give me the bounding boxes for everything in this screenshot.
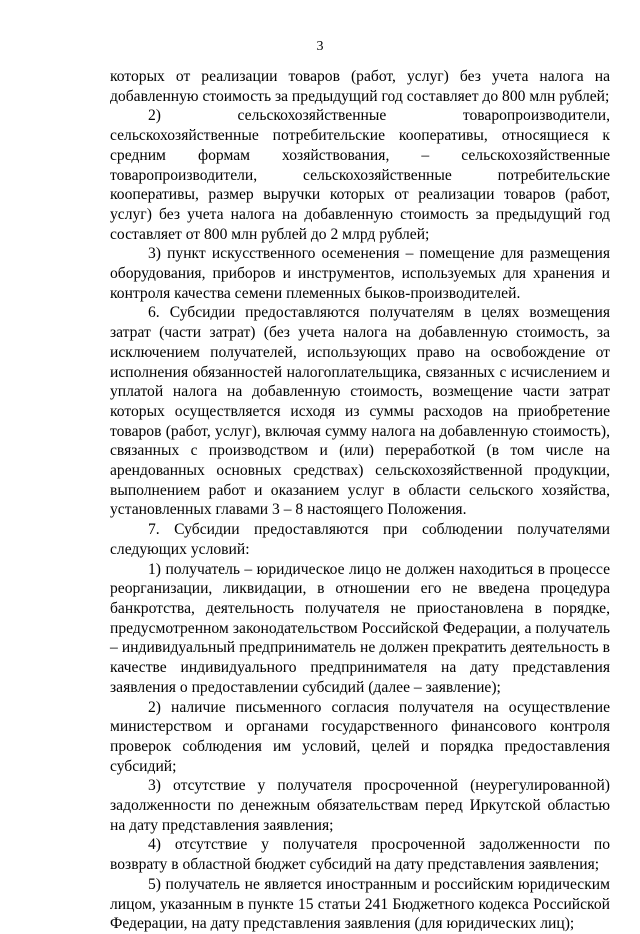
paragraph-continuation: которых от реализации товаров (работ, услуг) без учета налога на добавленную стоимость за предыдущий год составляет до 800 млн рублей; [110, 68, 610, 105]
paragraph-item-3: 3) пункт искусственного осеменения – помещение для размещения оборудования, приборов и инструментов, используемых для хранения и контроля качества семени племенных быков-производителей. [110, 245, 610, 302]
paragraph-section-7: 7. Субсидии предоставляются при соблюдении получателями следующих условий: [110, 521, 610, 558]
paragraph-section-6: 6. Субсидии предоставляются получателям в целях возмещения затрат (части затрат) (без учета налога на добавленную стоимость, за исключением получателей, использующих право на освобождение от исполнения обязанностей налогоплательщика, связанных с исчислением и уплатой налога на добавленную стоимость, возмещение части затрат которых осуществляется исходя из суммы расходов на приобретение товаров (работ, услуг), включая сумму налога на добавленную стоимость), связанных с производством и (или) переработкой (в том числе на арендованных основных средствах) сельскохозяйственной продукции, выполнением работ и оказанием услуг в области сельского хозяйства, установленных главами 3 – 8 настоящего Положения. [110, 304, 610, 519]
paragraph-condition-2: 2) наличие письменного согласия получателя на осуществление министерством и органами государственного финансового контроля проверок соблюдения им условий, целей и порядка предоставления субсидий; [110, 698, 610, 775]
paragraph-condition-3: 3) отсутствие у получателя просроченной (неурегулированной) задолженности по денежным обязательствам перед Иркутской областью на дату представления заявления; [110, 777, 610, 834]
paragraph-condition-5: 5) получатель не является иностранным и российским юридическим лицом, указанным в пункте 15 статьи 241 Бюджетного кодекса Российской Федерации, на дату представления заявления (для юридических лиц); [110, 875, 610, 933]
paragraph-condition-4: 4) отсутствие у получателя просроченной задолженности по возврату в областной бюджет субсидий на дату представления заявления; [110, 836, 610, 874]
paragraph-item-2: 2) сельскохозяйственные товаропроизводители, сельскохозяйственные потребительские кооперативы, относящиеся к средним формам хозяйствования, – сельскохозяйственные товаропроизводители, сельскохозяйственные потребительские кооперативы, размер выручки которых от реализации товаров (работ, услуг) без учета налога на добавленную стоимость за предыдущий год составляет от 800 млн рублей до 2 млрд рублей; [110, 107, 610, 243]
document-body [110, 67, 610, 934]
paragraph-condition-1: 1) получатель – юридическое лицо не должен находиться в процессе реорганизации, ликвидации, в отношении его не введена процедура банкротства, деятельность получателя не приостановлена в порядке, предусмотренном законодательством Российской Федерации, а получатель – индивидуальный предприниматель не должен прекратить деятельность в качестве индивидуального предпринимателя на дату представления заявления о предоставлении субсидий (далее – заявление); [110, 560, 610, 696]
page-number: 3 [316, 39, 324, 54]
